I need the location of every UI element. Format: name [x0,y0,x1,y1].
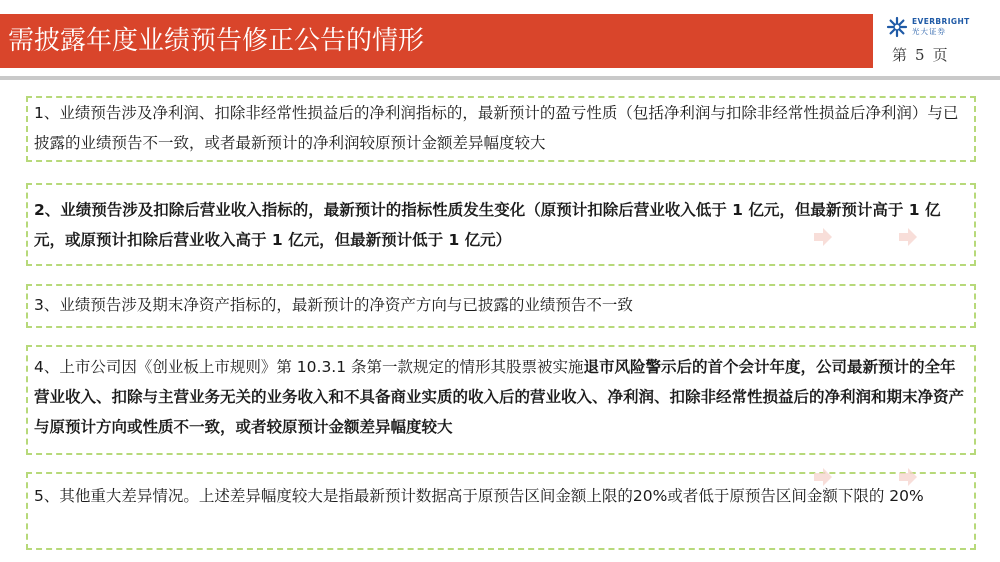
page-prefix: 第 [892,46,908,64]
item-box-4 [26,345,976,455]
item-text-1: 1、业绩预告涉及净利润、扣除非经常性损益后的净利润指标的，最新预计的盈亏性质（包括净利润与扣除非经常性损益后净利润）与已披露的业绩预告不一致，或者最新预计的净利润较原预计金额差异幅度较大 [34,104,959,152]
item-text-5: 5、其他重大差异情况。上述差异幅度较大是指最新预计数据高于原预告区间金额上限的20%或者低于原预告区间金额下限的 20% [34,487,924,505]
logo-chinese-text: 光大证券 [912,27,946,36]
item-text-4-normal: 4、上市公司因《创业板上市规则》第 10.3.1 条第一款规定的情形其股票被实施 [34,358,584,376]
page-suffix: 页 [932,46,948,64]
item-text-2: 2、业绩预告涉及扣除后营业收入指标的，最新预计的指标性质发生变化（原预计扣除后营业收入低于 1 亿元，但最新预计高于 1 亿元，或原预计扣除后营业收入高于 1 亿元，但最新预计低于 1 亿元） [34,201,941,249]
item-text-4-bold: 退市风险警示后的首个会计年度，公司最新预计的全年营业收入、扣除与主营业务无关的业务收入和不具备商业实质的收入后的营业收入、净利润、扣除非经常性损益后的净利润和期末净资产与原预计方向或性质不一致，或者较原预计金额差异幅度较大 [34,358,965,436]
faded-arrow-icon [812,466,834,488]
company-logo [886,16,996,42]
item-text-3: 3、业绩预告涉及期末净资产指标的，最新预计的净资产方向与已披露的业绩预告不一致 [34,296,633,314]
page-number [888,44,952,65]
logo-english-text: EVERBRIGHT [912,17,970,26]
header-divider [0,76,1000,80]
item-box-1 [26,96,976,162]
item-box-2 [26,183,976,266]
slide-header [0,0,1000,80]
item-box-3 [26,284,976,328]
title-bar [0,14,873,68]
sunburst-logo-icon [886,16,908,38]
faded-arrow-icon [897,466,919,488]
faded-arrow-icon [812,226,834,248]
faded-arrow-icon [897,226,919,248]
page-number-value: 5 [915,46,925,64]
slide-title: 需披露年度业绩预告修正公告的情形 [8,26,425,56]
